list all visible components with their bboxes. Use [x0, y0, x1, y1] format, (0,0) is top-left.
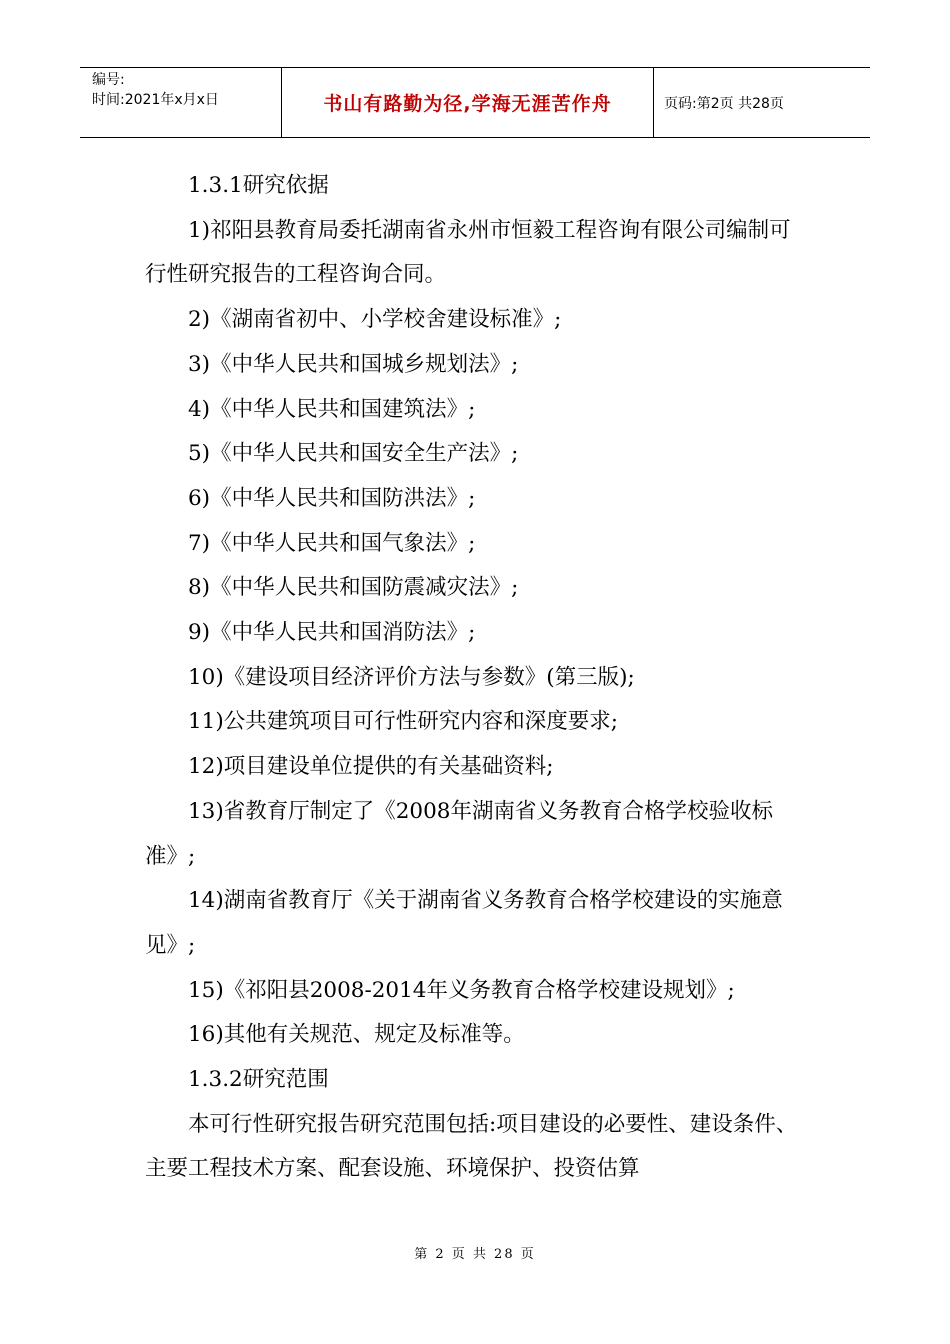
list-item: 7)《中华人民共和国气象法》; [188, 530, 476, 556]
list-item: 3)《中华人民共和国城乡规划法》; [188, 351, 519, 377]
header-page-info: 页码:第2页 共28页 [664, 95, 784, 112]
section-heading: 1.3.2研究范围 [188, 1067, 329, 1093]
body-paragraph: 本可行性研究报告研究范围包括:项目建设的必要性、建设条件、主要工程技术方案、配套设施、环境保护、投资估算 [145, 1111, 798, 1182]
list-item: 9)《中华人民共和国消防法》; [188, 620, 476, 646]
list-item: 10)《建设项目经济评价方法与参数》(第三版); [188, 664, 635, 690]
list-item: 15)《祁阳县2008-2014年义务教育合格学校建设规划》; [188, 977, 735, 1003]
list-item: 12)项目建设单位提供的有关基础资料; [188, 754, 554, 780]
list-item: 14)湖南省教育厅《关于湖南省义务教育合格学校建设的实施意见》; [145, 888, 783, 958]
list-item: 13)省教育厅制定了《2008年湖南省义务教育合格学校验收标准》; [145, 798, 773, 869]
list-item: 5)《中华人民共和国安全生产法》; [188, 441, 519, 467]
list-item: 11)公共建筑项目可行性研究内容和深度要求; [188, 709, 618, 735]
section-heading: 1.3.1研究依据 [188, 173, 329, 198]
list-item: 4)《中华人民共和国建筑法》; [188, 396, 476, 422]
list-item: 6)《中华人民共和国防洪法》; [188, 485, 476, 511]
document-body [145, 164, 810, 1192]
page-footer: 第 2 页 共 28 页 [414, 1247, 536, 1262]
list-item: 8)《中华人民共和国防震减灾法》; [188, 575, 519, 601]
list-item: 1)祁阳县教育局委托湖南省永州市恒毅工程咨询有限公司编制可行性研究报告的工程咨询合同。 [145, 217, 791, 288]
list-item: 2)《湖南省初中、小学校舍建设标准》; [188, 307, 562, 333]
list-item: 16)其他有关规范、规定及标准等。 [188, 1022, 525, 1048]
document-number-label: 编号: [92, 72, 125, 88]
header-motto: 书山有路勤为径,学海无涯苦作舟 [282, 68, 654, 137]
header-meta [80, 68, 282, 137]
page-header [80, 67, 870, 138]
document-time-label: 时间:2021年x月x日 [92, 92, 219, 108]
